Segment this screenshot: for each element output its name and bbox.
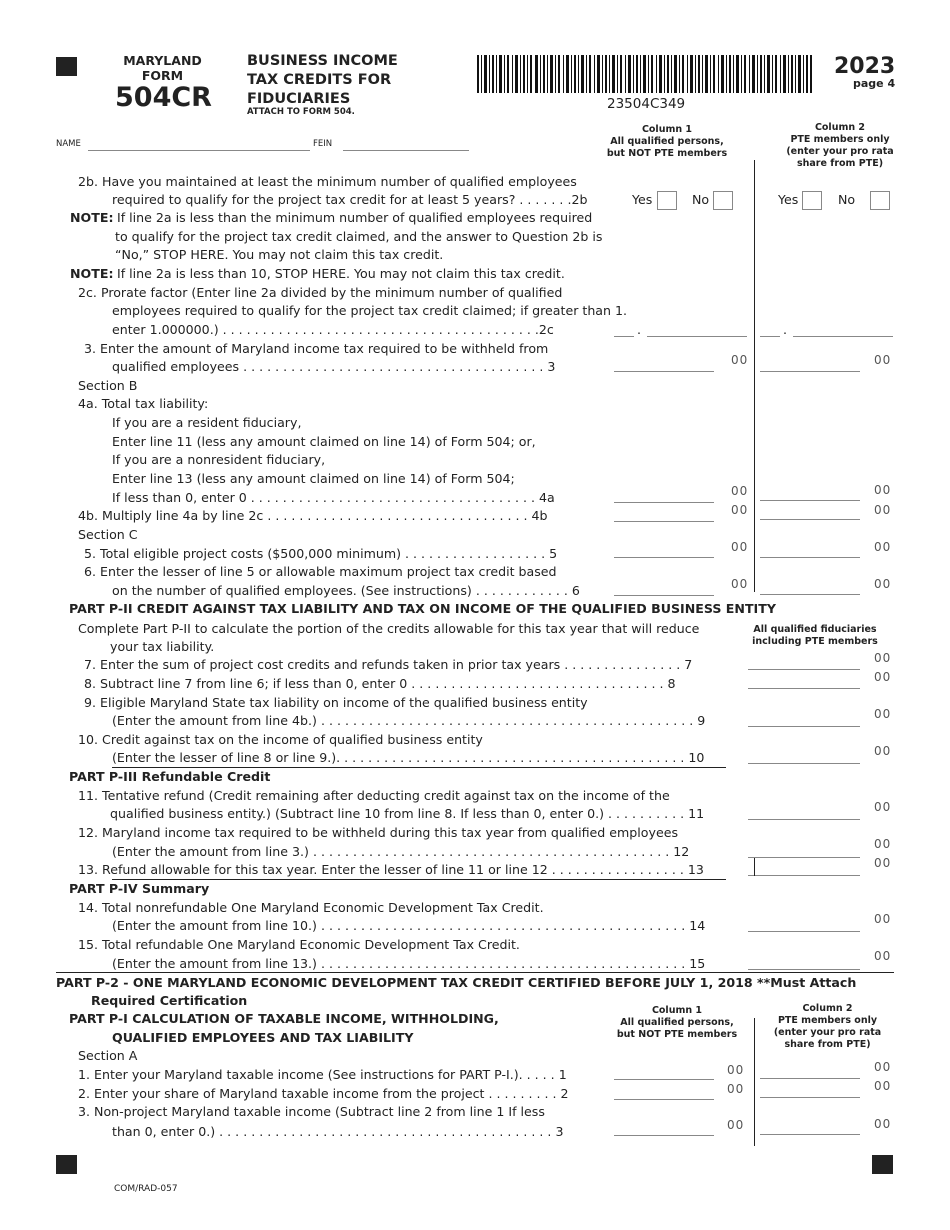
section-a-heading: Section A <box>78 1048 138 1063</box>
line-12-text: 12. Maryland income tax required to be withheld during this tax year from qualified employees <box>78 825 679 840</box>
line-10-cents: 00 <box>874 744 892 758</box>
state-label: MARYLAND FORM <box>123 53 202 83</box>
line-2c-col2-decimal: . <box>783 322 788 337</box>
line-4a-col2-cents: 00 <box>874 483 892 497</box>
part-p2-intro: Complete Part P-II to calculate the portion of the credits allowable for this tax year that will reduce <box>78 621 700 636</box>
line-13-cents: 00 <box>874 856 892 870</box>
part-pi-heading: PART P-I CALCULATION OF TAXABLE INCOME, WITHHOLDING, <box>69 1011 499 1026</box>
form-title: BUSINESS INCOME TAX CREDITS FOR FIDUCIARIES <box>247 53 398 107</box>
line-14-text: 14. Total nonrefundable One Maryland Economic Development Tax Credit. <box>78 900 544 915</box>
line-4a-text-f: If less than 0, enter 0 . . . . . . . . . . . . . . . . . . . . . . . . . . . . . . . . . . . . 4a <box>112 490 555 505</box>
form-number: 504CR <box>115 82 212 113</box>
registration-mark-bottom-left <box>56 1155 77 1174</box>
line-10-text-b: (Enter the lesser of line 8 or line 9.). . . . . . . . . . . . . . . . . . . . . . . . . . . . . . . . . . . . . . . . . . . . 10 <box>112 750 705 765</box>
line-6-col1-cents: 00 <box>731 577 749 591</box>
note-1-label: NOTE: <box>70 210 114 225</box>
p2-line-1-text: 1. Enter your Maryland taxable income (See instructions for PART P-I.). . . . . 1 <box>78 1067 567 1082</box>
p2-line-3-col1-cents: 00 <box>727 1118 745 1132</box>
column-2-header: Column 2 PTE members only (enter your pro rata share from PTE) <box>786 122 894 169</box>
line-7-text: 7. Enter the sum of project cost credits and refunds taken in prior tax years . . . . . . . . . . . . . . . 7 <box>84 657 693 672</box>
line-15-cents: 00 <box>874 949 892 963</box>
line-5-col2-input[interactable] <box>760 556 860 558</box>
line-4a-text-b: If you are a resident fiduciary, <box>112 415 302 430</box>
p2-line-1-col2-input[interactable] <box>760 1077 860 1079</box>
line-4a-col1-cents: 00 <box>731 484 749 498</box>
section-c-heading: Section C <box>78 527 138 542</box>
line-2b-text: 2b. Have you maintained at least the minimum number of qualified employees <box>78 174 577 189</box>
barcode-image <box>477 55 812 93</box>
line-13-input[interactable] <box>748 874 860 876</box>
note-1-text: If line 2a is less than the minimum number of qualified employees required <box>117 210 593 225</box>
line-8-input[interactable] <box>748 687 860 689</box>
line-9-cents: 00 <box>874 707 892 721</box>
line-6-col1-input[interactable] <box>614 594 714 596</box>
note-2-label: NOTE: <box>70 266 114 281</box>
p2-line-2-text: 2. Enter your share of Maryland taxable income from the project . . . . . . . . . 2 <box>78 1086 569 1101</box>
no-label-col1: No <box>692 192 710 207</box>
line-4a-text: 4a. Total tax liability: <box>78 396 209 411</box>
no-checkbox-col2[interactable] <box>870 191 890 210</box>
line-9-input[interactable] <box>748 725 860 727</box>
line-3-text-b: qualified employees . . . . . . . . . . . . . . . . . . . . . . . . . . . . . . . . . . . . . . 3 <box>112 359 556 374</box>
line-15-input[interactable] <box>748 968 860 970</box>
p2-line-3-col2-cents: 00 <box>874 1117 892 1131</box>
no-checkbox-col1[interactable] <box>713 191 733 210</box>
line-11-text-b: qualified business entity.) (Subtract line 10 from line 8. If less than 0, enter 0.) . . . . . . . . . . 11 <box>110 806 705 821</box>
line-12-input[interactable] <box>748 856 860 858</box>
line-4b-col2-input[interactable] <box>760 518 860 520</box>
fein-input[interactable] <box>343 149 469 151</box>
line-3-col1-cents: 00 <box>731 353 749 367</box>
line-4a-text-c: Enter line 11 (less any amount claimed on line 14) of Form 504; or, <box>112 434 536 449</box>
p2-line-2-col2-cents: 00 <box>874 1079 892 1093</box>
line-5-col2-cents: 00 <box>874 540 892 554</box>
p2-line-3-col2-input[interactable] <box>760 1133 860 1135</box>
line-4a-col2-input[interactable] <box>760 499 860 501</box>
line-3-col1-input[interactable] <box>614 370 714 372</box>
line-4b-col1-cents: 00 <box>731 503 749 517</box>
note-1-text-b: to qualify for the project tax credit claimed, and the answer to Question 2b is <box>115 229 603 244</box>
line-11-text: 11. Tentative refund (Credit remaining after deducting credit against tax on the income of the <box>78 788 670 803</box>
line-11-cents: 00 <box>874 800 892 814</box>
line-3-col2-cents: 00 <box>874 353 892 367</box>
line-3-col2-input[interactable] <box>760 370 860 372</box>
yes-checkbox-col1[interactable] <box>657 191 677 210</box>
line-6-col2-cents: 00 <box>874 577 892 591</box>
line-4b-col1-input[interactable] <box>614 520 714 522</box>
line-15-text: 15. Total refundable One Maryland Economic Development Tax Credit. <box>78 937 520 952</box>
line-2c-text: 2c. Prorate factor (Enter line 2a divided by the minimum number of qualified <box>78 285 563 300</box>
p2-line-1-col1-input[interactable] <box>614 1078 714 1080</box>
column-divider-p2 <box>754 1018 755 1146</box>
p2-line-2-col1-cents: 00 <box>727 1082 745 1096</box>
attach-note: ATTACH TO FORM 504. <box>247 107 355 117</box>
part-p2-heading: PART P-II CREDIT AGAINST TAX LIABILITY AND TAX ON INCOME OF THE QUALIFIED BUSINESS ENTITY <box>69 601 776 616</box>
p2-line-3-col1-input[interactable] <box>614 1134 714 1136</box>
line-5-col1-cents: 00 <box>731 540 749 554</box>
line-14-cents: 00 <box>874 912 892 926</box>
yes-checkbox-col2[interactable] <box>802 191 822 210</box>
yes-label-col2: Yes <box>778 192 799 207</box>
p2-line-2-col1-input[interactable] <box>614 1098 714 1100</box>
part-p4-heading: PART P-IV Summary <box>69 881 210 896</box>
name-label: NAME <box>56 139 81 149</box>
tax-year: 2023 <box>834 54 896 79</box>
form-code: COM/RAD-057 <box>114 1184 178 1194</box>
part-p2-2018-heading: PART P-2 - ONE MARYLAND ECONOMIC DEVELOPMENT TAX CREDIT CERTIFIED BEFORE JULY 1, 2018 **Must Attach <box>56 975 857 990</box>
all-qualified-header: All qualified fiduciaries including PTE members <box>752 624 878 647</box>
column-1-header: Column 1 All qualified persons, but NOT PTE members <box>606 124 728 159</box>
column-1-header-p2: Column 1 All qualified persons, but NOT PTE members <box>616 1005 738 1040</box>
column-2-header-p2: Column 2 PTE members only (enter your pro rata share from PTE) <box>773 1003 882 1050</box>
line-6-text-b: on the number of qualified employees. (See instructions) . . . . . . . . . . . . 6 <box>112 583 580 598</box>
fein-label: FEIN <box>313 139 333 149</box>
line-5-col1-input[interactable] <box>614 556 714 558</box>
part-p2-2018-heading-b: Required Certification <box>91 993 248 1008</box>
part-pi-heading-b: QUALIFIED EMPLOYEES AND TAX LIABILITY <box>112 1030 414 1045</box>
line-8-cents: 00 <box>874 670 892 684</box>
line-5-text: 5. Total eligible project costs ($500,000 minimum) . . . . . . . . . . . . . . . . . . 5 <box>84 546 558 561</box>
line-2c-col1-fraction[interactable] <box>647 335 747 337</box>
registration-mark-bottom-right <box>872 1155 893 1174</box>
registration-mark-top-left <box>56 57 77 76</box>
p2-line-2-col2-input[interactable] <box>760 1096 860 1098</box>
note-1-text-c: “No,” STOP HERE. You may not claim this tax credit. <box>115 247 444 262</box>
p2-line-1-col2-cents: 00 <box>874 1060 892 1074</box>
line-7-cents: 00 <box>874 651 892 665</box>
yes-label-col1: Yes <box>632 192 653 207</box>
line-12-cents: 00 <box>874 837 892 851</box>
p2-line-1-col1-cents: 00 <box>727 1063 745 1077</box>
line-7-input[interactable] <box>748 668 860 670</box>
column-divider <box>754 160 755 592</box>
line-6-text: 6. Enter the lesser of line 5 or allowable maximum project tax credit based <box>84 564 557 579</box>
line-11-input[interactable] <box>748 818 860 820</box>
line-4a-col1-input[interactable] <box>614 501 714 503</box>
page-number: page 4 <box>853 77 896 90</box>
line-2c-text-c: enter 1.000000.) . . . . . . . . . . . . . . . . . . . . . . . . . . . . . . . . . . . . . . . .2c <box>112 322 554 337</box>
line-4a-text-e: Enter line 13 (less any amount claimed on line 14) of Form 504; <box>112 471 515 486</box>
line-13-text: 13. Refund allowable for this tax year. Enter the lesser of line 11 or line 12 . . . . . . . . . . . . . . . . . 13 <box>78 862 704 877</box>
line-15-text-b: (Enter the amount from line 13.) . . . . . . . . . . . . . . . . . . . . . . . . . . . . . . . . . . . . . . . . . . . . . . 15 <box>112 956 706 971</box>
line-9-text-b: (Enter the amount from line 4b.) . . . . . . . . . . . . . . . . . . . . . . . . . . . . . . . . . . . . . . . . . . . . . . . 9 <box>112 713 706 728</box>
part-p1-bottom-rule <box>56 972 894 973</box>
p2-line-3-text: 3. Non-project Maryland taxable income (Subtract line 2 from line 1 If less <box>78 1104 545 1119</box>
barcode-number: 23504C349 <box>607 96 686 112</box>
part-p2-intro-b: your tax liability. <box>110 639 215 654</box>
line-10-input[interactable] <box>748 762 860 764</box>
line-2c-col1-whole[interactable] <box>614 335 634 337</box>
note-2-text: If line 2a is less than 10, STOP HERE. You may not claim this tax credit. <box>117 266 565 281</box>
line-12-text-b: (Enter the amount from line 3.) . . . . . . . . . . . . . . . . . . . . . . . . . . . . . . . . . . . . . . . . . . . . . 12 <box>112 844 690 859</box>
line-14-text-b: (Enter the amount from line 10.) . . . . . . . . . . . . . . . . . . . . . . . . . . . . . . . . . . . . . . . . . . . . . . 14 <box>112 918 706 933</box>
line-14-input[interactable] <box>748 930 860 932</box>
no-label-col2: No <box>838 192 856 207</box>
line-2c-col1-decimal: . <box>637 322 642 337</box>
line-2c-col2-fraction[interactable] <box>793 335 893 337</box>
line-2c-text-b: employees required to qualify for the project tax credit claimed; if greater than 1. <box>112 303 628 318</box>
name-input[interactable] <box>88 149 310 151</box>
line-3-text: 3. Enter the amount of Maryland income tax required to be withheld from <box>84 341 549 356</box>
line-4a-text-d: If you are a nonresident fiduciary, <box>112 452 326 467</box>
line-2b-text-cont: required to qualify for the project tax credit for at least 5 years? . . . . . . .2b <box>112 192 588 207</box>
line-4b-col2-cents: 00 <box>874 503 892 517</box>
p2-line-3-text-b: than 0, enter 0.) . . . . . . . . . . . . . . . . . . . . . . . . . . . . . . . . . . . . . . . . . . 3 <box>112 1124 564 1139</box>
section-b-heading: Section B <box>78 378 138 393</box>
line-10-text: 10. Credit against tax on the income of qualified business entity <box>78 732 483 747</box>
line-2c-col2-whole[interactable] <box>760 335 780 337</box>
line-4b-text: 4b. Multiply line 4a by line 2c . . . . . . . . . . . . . . . . . . . . . . . . . . . . . . . . . 4b <box>78 508 548 523</box>
part-p3-heading: PART P-III Refundable Credit <box>69 769 271 784</box>
part-p3-divider <box>754 858 755 876</box>
line-8-text: 8. Subtract line 7 from line 6; if less than 0, enter 0 . . . . . . . . . . . . . . . . . . . . . . . . . . . . . . . . 8 <box>84 676 676 691</box>
line-9-text: 9. Eligible Maryland State tax liability on income of the qualified business entity <box>84 695 588 710</box>
line-6-col2-input[interactable] <box>760 593 860 595</box>
